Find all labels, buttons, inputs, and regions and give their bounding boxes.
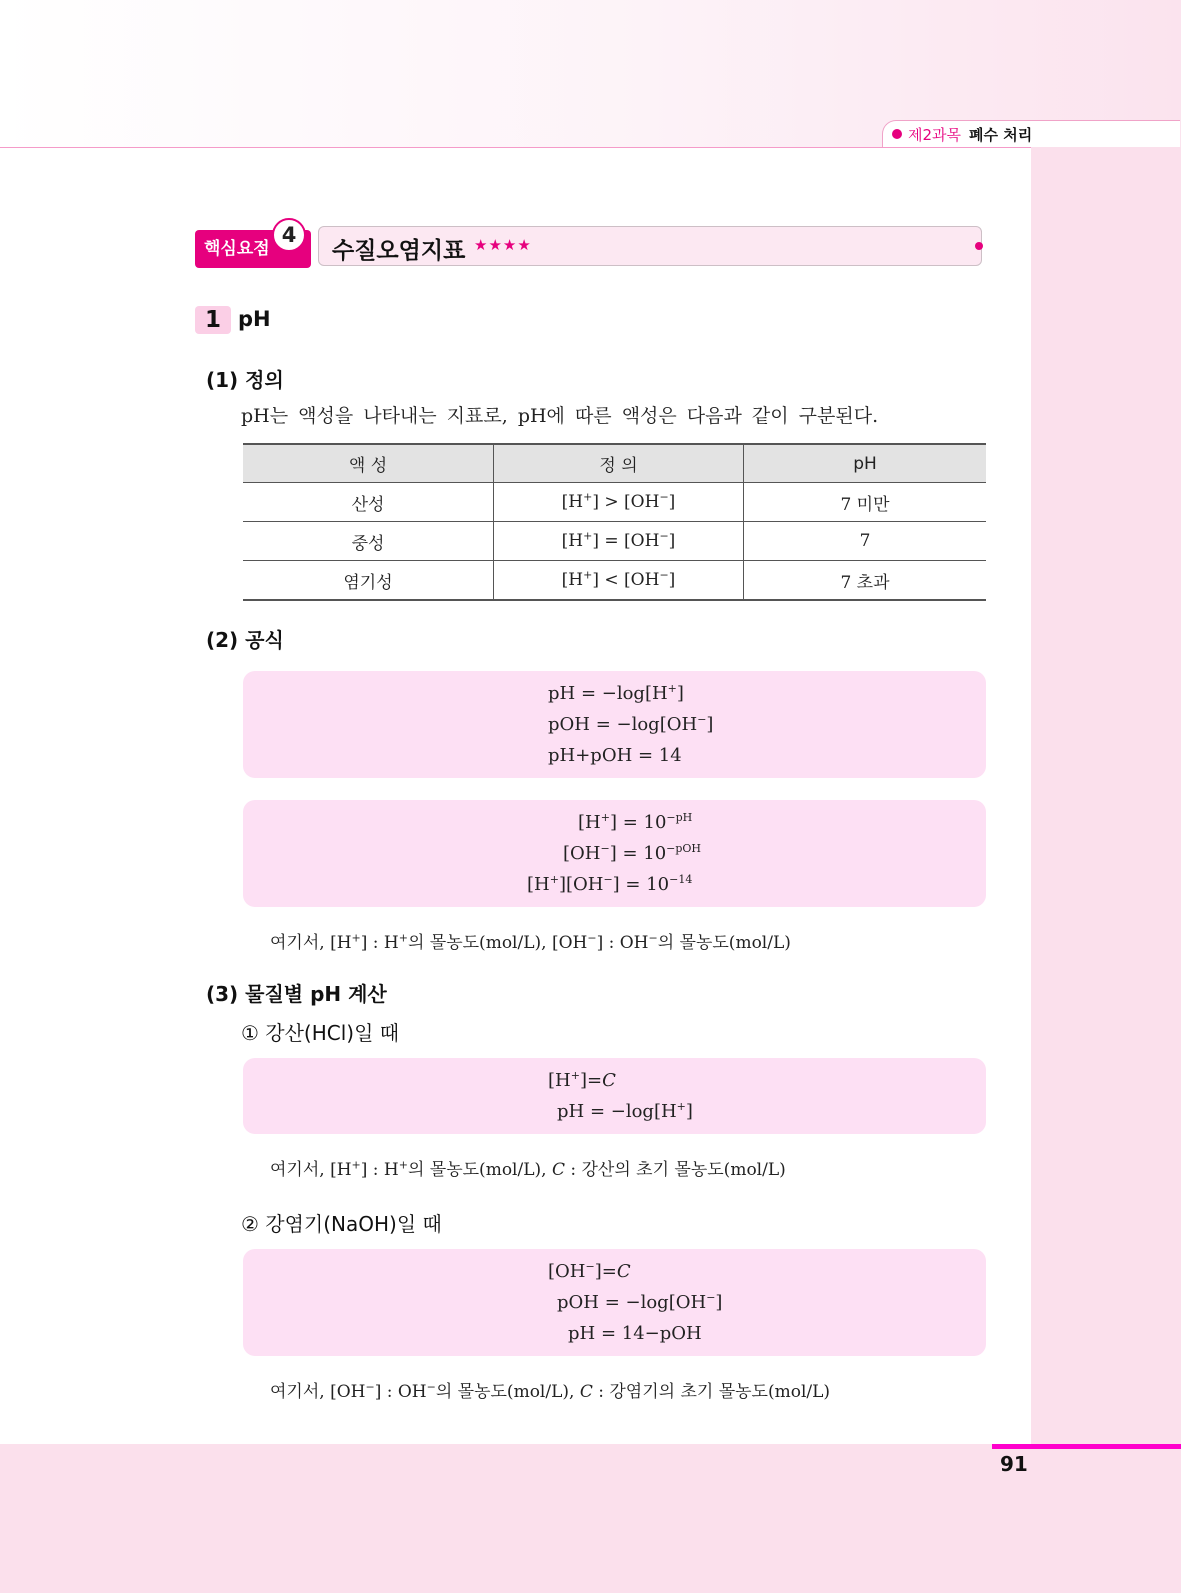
header-rule	[0, 147, 1181, 148]
base-ph-formula: pH = 14−pOH	[568, 1323, 702, 1344]
table-row	[243, 522, 986, 561]
column-header: 액 성	[243, 444, 494, 483]
definition-cell: [H+] < [OH−]	[494, 561, 744, 601]
page-number: 91	[1000, 1452, 1028, 1476]
acid-h-equals-c: [H+]=C	[548, 1069, 616, 1091]
key-point-number: 4	[272, 218, 306, 252]
running-header	[882, 120, 1180, 147]
bullet-icon	[892, 129, 902, 139]
property-cell: 산성	[243, 483, 494, 522]
formula-h-conc: $[H^+] = 10^{-pH}$	[578, 811, 693, 833]
table-header-row	[243, 444, 986, 483]
property-cell: 염기성	[343, 572, 393, 593]
formula-poh: pOH = −log[OH−]	[548, 713, 714, 735]
right-margin-strip	[1031, 147, 1181, 1445]
formula-oh-conc: $[OH^-] = 10^{-pOH}$	[563, 842, 702, 864]
page-number-bar	[992, 1444, 1181, 1449]
key-point-title: 수질오염지표	[332, 238, 466, 264]
formula-heading: (2) 공식	[206, 628, 284, 652]
definition-cell: [H+] = [OH−]	[494, 522, 744, 561]
base-oh-equals-c: [OH−]=C	[548, 1260, 631, 1282]
definition-cell: [H+] > [OH−]	[494, 483, 744, 522]
base-poh-formula: pOH = −log[OH−]	[557, 1291, 723, 1313]
table-row	[243, 561, 986, 601]
subject-label: 폐수 처리	[969, 125, 1033, 144]
ph-cell: 7 초과	[744, 561, 987, 601]
property-cell: 중성	[243, 522, 494, 561]
acid-note: 여기서, [H+] : H+의 몰농도(mol/L), C : 강산의 초기 몰농도(mol/L)	[270, 1158, 786, 1180]
calc-heading: (3) 물질별 pH 계산	[206, 982, 387, 1006]
importance-stars: ★★★★	[474, 236, 532, 254]
acidity-table	[243, 443, 986, 601]
formula-ph-sum: pH+pOH = 14	[548, 745, 682, 766]
formula-ph: pH = −log[H+]	[548, 682, 684, 704]
acid-ph-formula: pH = −log[H+]	[557, 1100, 693, 1122]
column-header: pH	[744, 444, 987, 483]
base-note: 여기서, [OH−] : OH−의 몰농도(mol/L), C : 강염기의 초기 몰농도(mol/L)	[270, 1380, 831, 1402]
formula-kw: $[H^+][OH^-] = 10^{-14}$	[527, 873, 693, 895]
definition-text: pH는 액성을 나타내는 지표로, pH에 따른 액성은 다음과 같이 구분된다.	[241, 405, 879, 427]
strong-acid-heading: ① 강산(HCl)일 때	[241, 1021, 400, 1045]
section-title: pH	[238, 307, 271, 331]
key-point-badge: 핵심요점	[195, 230, 311, 268]
table-row	[243, 483, 986, 522]
ph-cell: 7	[744, 522, 987, 561]
formula-note: 여기서, [H+] : H+의 몰농도(mol/L), [OH−] : OH−의 몰농도(mol/L)	[270, 931, 791, 953]
chapter-label: 제2과목	[908, 125, 962, 144]
strong-base-heading: ② 강염기(NaOH)일 때	[241, 1212, 442, 1236]
ph-cell: 7 미만	[744, 483, 987, 522]
column-header: 정 의	[494, 444, 744, 483]
section-number: 1	[195, 306, 231, 334]
title-end-dot-icon	[975, 242, 983, 250]
definition-heading: (1) 정의	[206, 368, 284, 392]
